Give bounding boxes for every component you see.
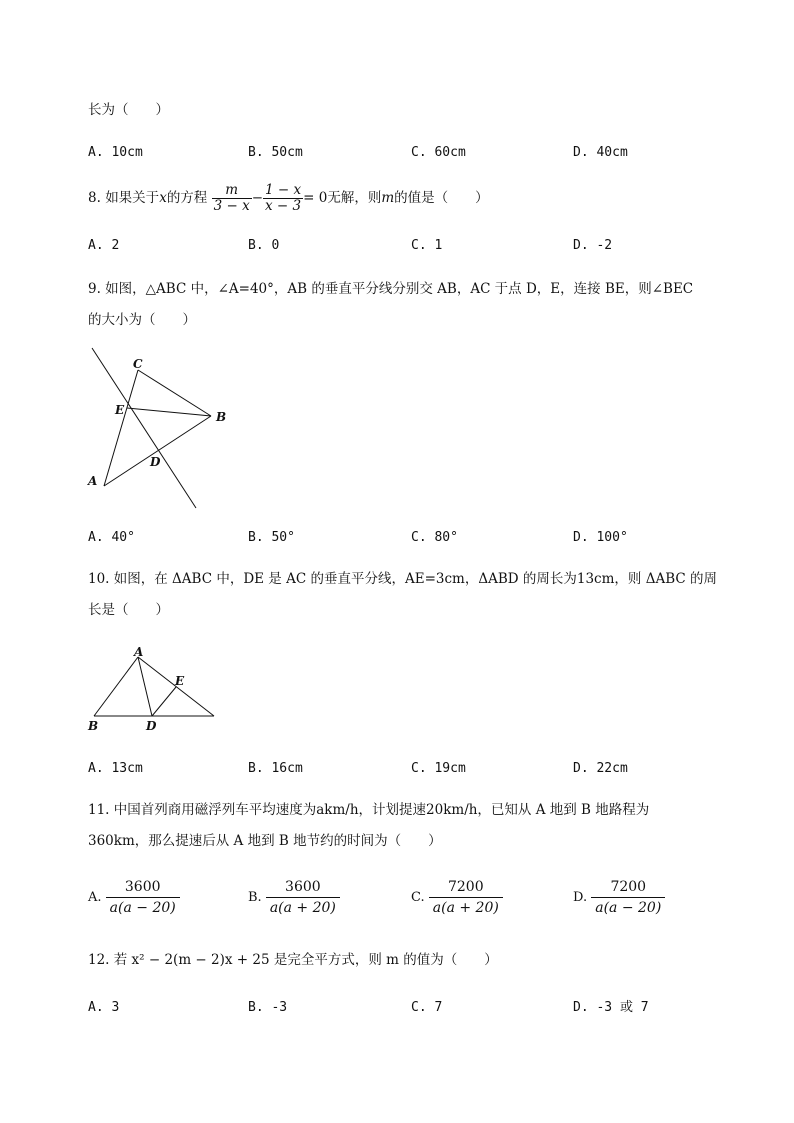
q8-option-c: C. 1 <box>411 238 443 253</box>
q10-segment-de <box>152 687 176 716</box>
q11-option-d <box>573 877 665 918</box>
q11-option-c-numerator: 7200 <box>429 877 503 898</box>
q8-fraction-1 <box>212 183 252 214</box>
q7-option-d: D. 40cm <box>573 145 628 160</box>
q11-option-c-denominator: a(a + 20) <box>432 900 499 916</box>
q11-option-c-fraction <box>429 877 503 918</box>
q9-side-ac <box>104 370 138 486</box>
q9-segment-be <box>127 408 211 416</box>
q11-option-b-letter: B. <box>248 890 262 905</box>
q10-side-ab <box>94 657 138 716</box>
q7-stem-end: 长为（ ） <box>88 102 169 118</box>
q11-option-d-numerator: 7200 <box>591 877 665 898</box>
q8-option-a: A. 2 <box>88 238 120 253</box>
q8-fraction-2 <box>263 183 303 214</box>
q8-text-d: 的值是（ ） <box>394 190 489 206</box>
q10-figure <box>84 642 224 737</box>
q10-option-b: B. 16cm <box>248 761 303 776</box>
q8-text-b: 的方程 <box>166 190 208 206</box>
q11-option-a-letter: A. <box>88 890 102 905</box>
q10-option-a: A. 13cm <box>88 761 143 776</box>
q11-option-a <box>88 877 180 918</box>
q12-option-d: D. -3 或 7 <box>573 1000 649 1015</box>
q8-var-x: x <box>159 190 167 206</box>
q8-minus: − <box>251 190 264 206</box>
q9-side-ab <box>104 416 211 486</box>
q12-option-c: C. 7 <box>411 1000 443 1015</box>
q9-option-b: B. 50° <box>248 530 295 545</box>
q7-option-c: C. 60cm <box>411 145 466 160</box>
q9-label-d: D <box>150 455 161 469</box>
q11-stem-line2: 360km，那么提速后从 A 地到 B 地节约的时间为（ ） <box>88 833 442 849</box>
q10-stem-line2: 长是（ ） <box>88 602 169 618</box>
q9-option-d: D. 100° <box>573 530 628 545</box>
q11-option-c-letter: C. <box>411 890 425 905</box>
q11-option-b-denominator: a(a + 20) <box>269 900 336 916</box>
q8-text-a: 如果关于 <box>105 190 160 206</box>
q10-label-b: B <box>88 719 99 733</box>
q8-frac1-denominator: 3 − x <box>213 198 250 214</box>
q9-option-c: C. 80° <box>411 530 458 545</box>
q9-label-e: E <box>115 403 125 417</box>
q9-label-b: B <box>216 410 227 424</box>
q12-stem: 12. 若 x² − 2(m − 2)x + 25 是完全平方式，则 m 的值为（ ） <box>88 952 498 968</box>
q8-frac2-numerator: 1 − x <box>265 182 302 198</box>
q9-figure <box>80 340 240 515</box>
q10-label-d: D <box>146 719 157 733</box>
q10-label-e: E <box>175 674 185 688</box>
q11-option-c <box>411 877 503 918</box>
q8-frac2-denominator: x − 3 <box>265 198 302 214</box>
q11-option-a-denominator: a(a − 20) <box>109 900 176 916</box>
q8-option-b: B. 0 <box>248 238 280 253</box>
q8-number: 8. <box>88 190 101 206</box>
q11-option-d-fraction <box>591 877 665 918</box>
q9-option-a: A. 40° <box>88 530 135 545</box>
q11-option-d-denominator: a(a − 20) <box>595 900 662 916</box>
q8-stem <box>88 180 489 216</box>
q8-frac1-numerator: m <box>212 183 252 199</box>
q11-option-a-numerator: 3600 <box>106 877 180 898</box>
q8-option-d: D. -2 <box>573 238 613 253</box>
q9-stem-line2: 的大小为（ ） <box>88 312 196 328</box>
q10-stem-line1: 10. 如图，在 ΔABC 中，DE 是 AC 的垂直平分线，AE=3cm，ΔABD 的周长为13cm，则 ΔABC 的周 <box>88 571 717 587</box>
q8-eq-zero: = 0 <box>303 190 328 206</box>
q11-stem-line1: 11. 中国首列商用磁浮列车平均速度为akm/h，计划提速20km/h，已知从 A 地到 B 地路程为 <box>88 802 650 818</box>
q9-label-c: C <box>133 357 143 371</box>
q9-side-cb <box>138 370 211 416</box>
q12-option-a: A. 3 <box>88 1000 120 1015</box>
q10-option-d: D. 22cm <box>573 761 628 776</box>
q9-stem-line1: 9. 如图，△ABC 中，∠A=40°，AB 的垂直平分线分别交 AB，AC 于点 D，E，连接 BE，则∠BEC <box>88 281 694 297</box>
q8-var-m: m <box>381 190 395 206</box>
q7-option-a: A. 10cm <box>88 145 143 160</box>
q8-text-c: 无解，则 <box>327 190 382 206</box>
q11-option-b-fraction <box>266 877 340 918</box>
q7-option-b: B. 50cm <box>248 145 303 160</box>
q11-option-b <box>248 877 340 918</box>
q9-label-a: A <box>88 474 98 488</box>
q11-option-d-letter: D. <box>573 890 588 905</box>
q10-label-a: A <box>134 645 144 659</box>
q11-option-b-numerator: 3600 <box>266 877 340 898</box>
q10-option-c: C. 19cm <box>411 761 466 776</box>
q12-option-b: B. -3 <box>248 1000 288 1015</box>
q11-option-a-fraction <box>106 877 180 918</box>
